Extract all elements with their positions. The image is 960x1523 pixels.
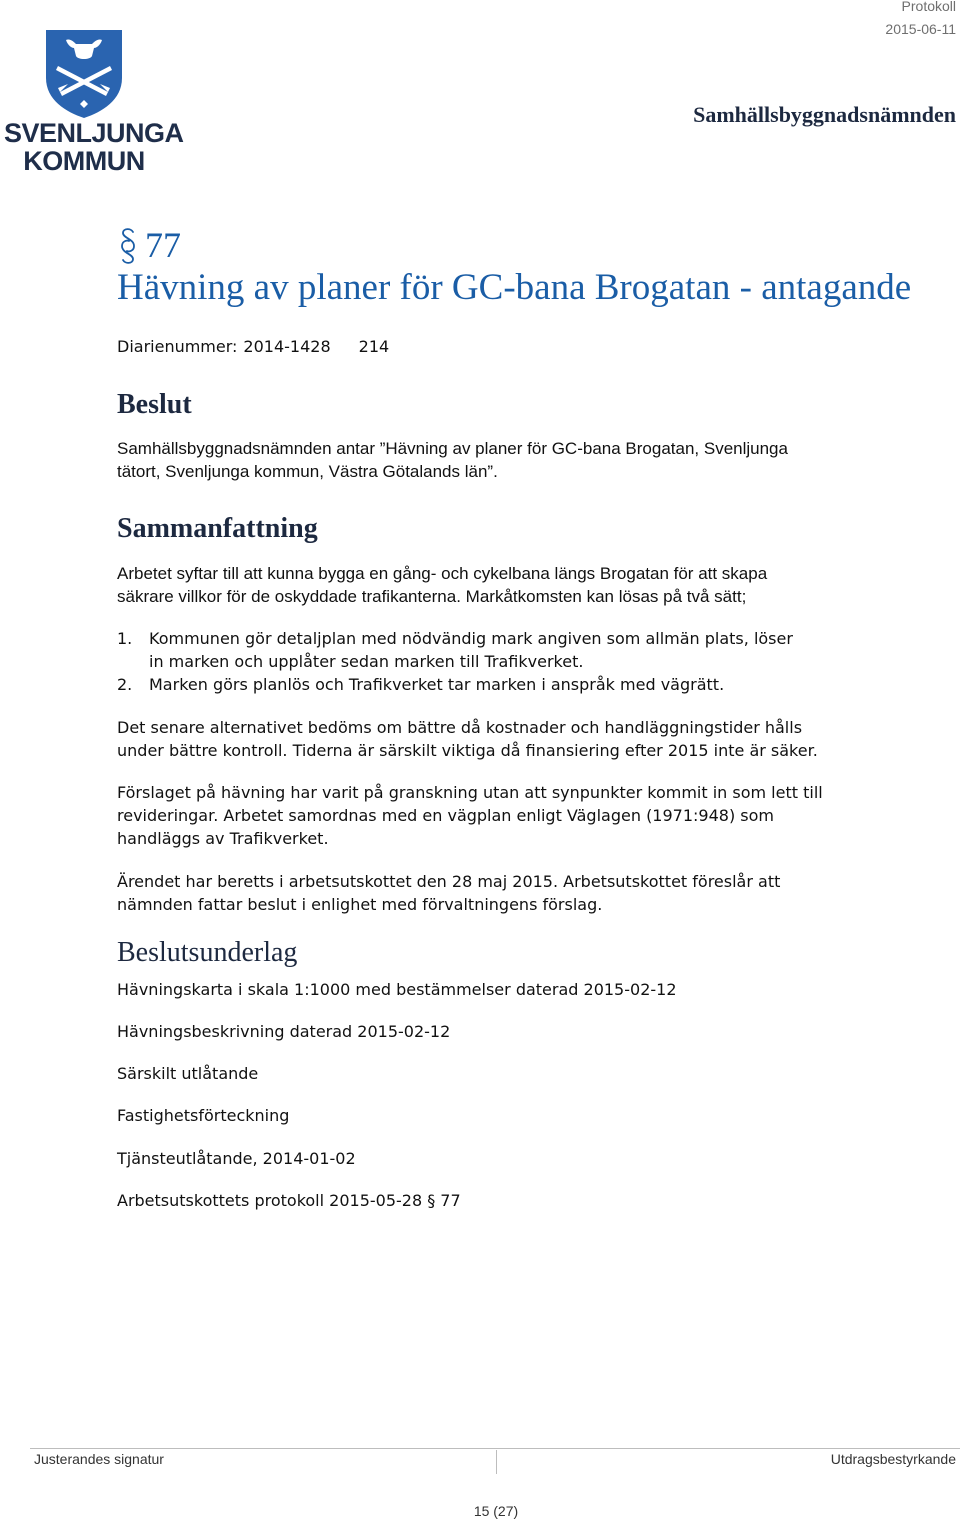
logo-line-2: KOMMUN bbox=[23, 146, 145, 176]
logo-line-1: SVENLJUNGA bbox=[4, 118, 184, 148]
municipality-logo bbox=[4, 26, 184, 176]
paragraph-number bbox=[117, 224, 181, 266]
underlag-item: Fastighetsförteckning bbox=[117, 1106, 290, 1125]
beslut-line: Samhällsbyggnadsnämnden antar ”Hävning av planer för GC-bana Brogatan, Svenljunga bbox=[117, 439, 788, 458]
footer-column-divider bbox=[496, 1450, 497, 1474]
beslut-text bbox=[117, 437, 877, 483]
document-date: 2015-06-11 bbox=[885, 21, 956, 37]
beslutsunderlag-heading: Beslutsunderlag bbox=[117, 937, 298, 968]
sammanfattning-heading: Sammanfattning bbox=[117, 513, 318, 544]
list-item bbox=[117, 673, 917, 696]
underlag-item: Tjänsteutlåtande, 2014-01-02 bbox=[117, 1149, 356, 1168]
sammanfattning-intro bbox=[117, 562, 877, 608]
body-paragraph bbox=[117, 781, 937, 850]
page-number: 15 (27) bbox=[473, 1503, 519, 1519]
paragraph-number-value: 77 bbox=[145, 225, 181, 265]
body-line: handläggs av Trafikverket. bbox=[117, 829, 329, 848]
body-paragraph bbox=[117, 716, 937, 762]
body-line: Förslaget på hävning har varit på granskning utan att synpunkter kommit in som lett till bbox=[117, 783, 823, 802]
diarie-number bbox=[117, 337, 389, 356]
justerandes-signatur-label: Justerandes signatur bbox=[34, 1451, 164, 1467]
diarie-value: 2014-1428 bbox=[243, 337, 331, 356]
underlag-item: Hävningsbeskrivning daterad 2015-02-12 bbox=[117, 1022, 451, 1041]
underlag-item: Arbetsutskottets protokoll 2015-05-28 § 77 bbox=[117, 1191, 461, 1210]
body-line: revideringar. Arbetet samordnas med en vägplan enligt Väglagen (1971:948) som bbox=[117, 806, 774, 825]
body-line: under bättre kontroll. Tiderna är särskilt viktiga då finansiering efter 2015 inte är säker. bbox=[117, 741, 818, 760]
utdragsbestyrkande-label: Utdragsbestyrkande bbox=[830, 1451, 956, 1467]
document-type: Protokoll bbox=[901, 0, 956, 14]
list-item-number: 2. bbox=[117, 675, 133, 694]
intro-line: säkrare villkor för de oskyddade trafikanterna. Markåtkomsten kan lösas på två sätt; bbox=[117, 587, 747, 606]
page-title: Hävning av planer för GC-bana Brogatan - antagande bbox=[117, 267, 912, 308]
list-item bbox=[117, 627, 917, 673]
diarie-sub: 214 bbox=[358, 337, 390, 356]
body-line: Ärendet har beretts i arbetsutskottet den 28 maj 2015. Arbetsutskottet föreslår att bbox=[117, 872, 781, 891]
body-line: Det senare alternativet bedöms om bättre då kostnader och handläggningstider hålls bbox=[117, 718, 803, 737]
organization-name: Samhällsbyggnadsnämnden bbox=[693, 102, 956, 127]
section-sign-icon bbox=[117, 226, 139, 266]
intro-line: Arbetet syftar till att kunna bygga en gång- och cykelbana längs Brogatan för att skapa bbox=[117, 564, 768, 583]
underlag-item: Hävningskarta i skala 1:1000 med bestämmelser daterad 2015-02-12 bbox=[117, 980, 677, 999]
list-item-number: 1. bbox=[117, 629, 133, 648]
body-line: nämnden fattar beslut i enlighet med förvaltningens förslag. bbox=[117, 895, 603, 914]
body-paragraph bbox=[117, 870, 937, 916]
list-item-line: Kommunen gör detaljplan med nödvändig mark angiven som allmän plats, löser bbox=[149, 629, 793, 648]
list-item-text bbox=[149, 673, 724, 696]
coat-of-arms-icon bbox=[4, 26, 164, 121]
list-item-text bbox=[149, 627, 793, 673]
beslut-heading: Beslut bbox=[117, 389, 192, 420]
alternatives-list bbox=[117, 627, 917, 696]
footer-divider bbox=[30, 1448, 960, 1449]
list-item-line: Marken görs planlös och Trafikverket tar marken i anspråk med vägrätt. bbox=[149, 675, 725, 694]
underlag-item: Särskilt utlåtande bbox=[117, 1064, 259, 1083]
diarie-label: Diarienummer: bbox=[117, 337, 238, 356]
beslut-line: tätort, Svenljunga kommun, Västra Götalands län”. bbox=[117, 462, 498, 481]
list-item-line: in marken och upplåter sedan marken till Trafikverket. bbox=[149, 652, 584, 671]
